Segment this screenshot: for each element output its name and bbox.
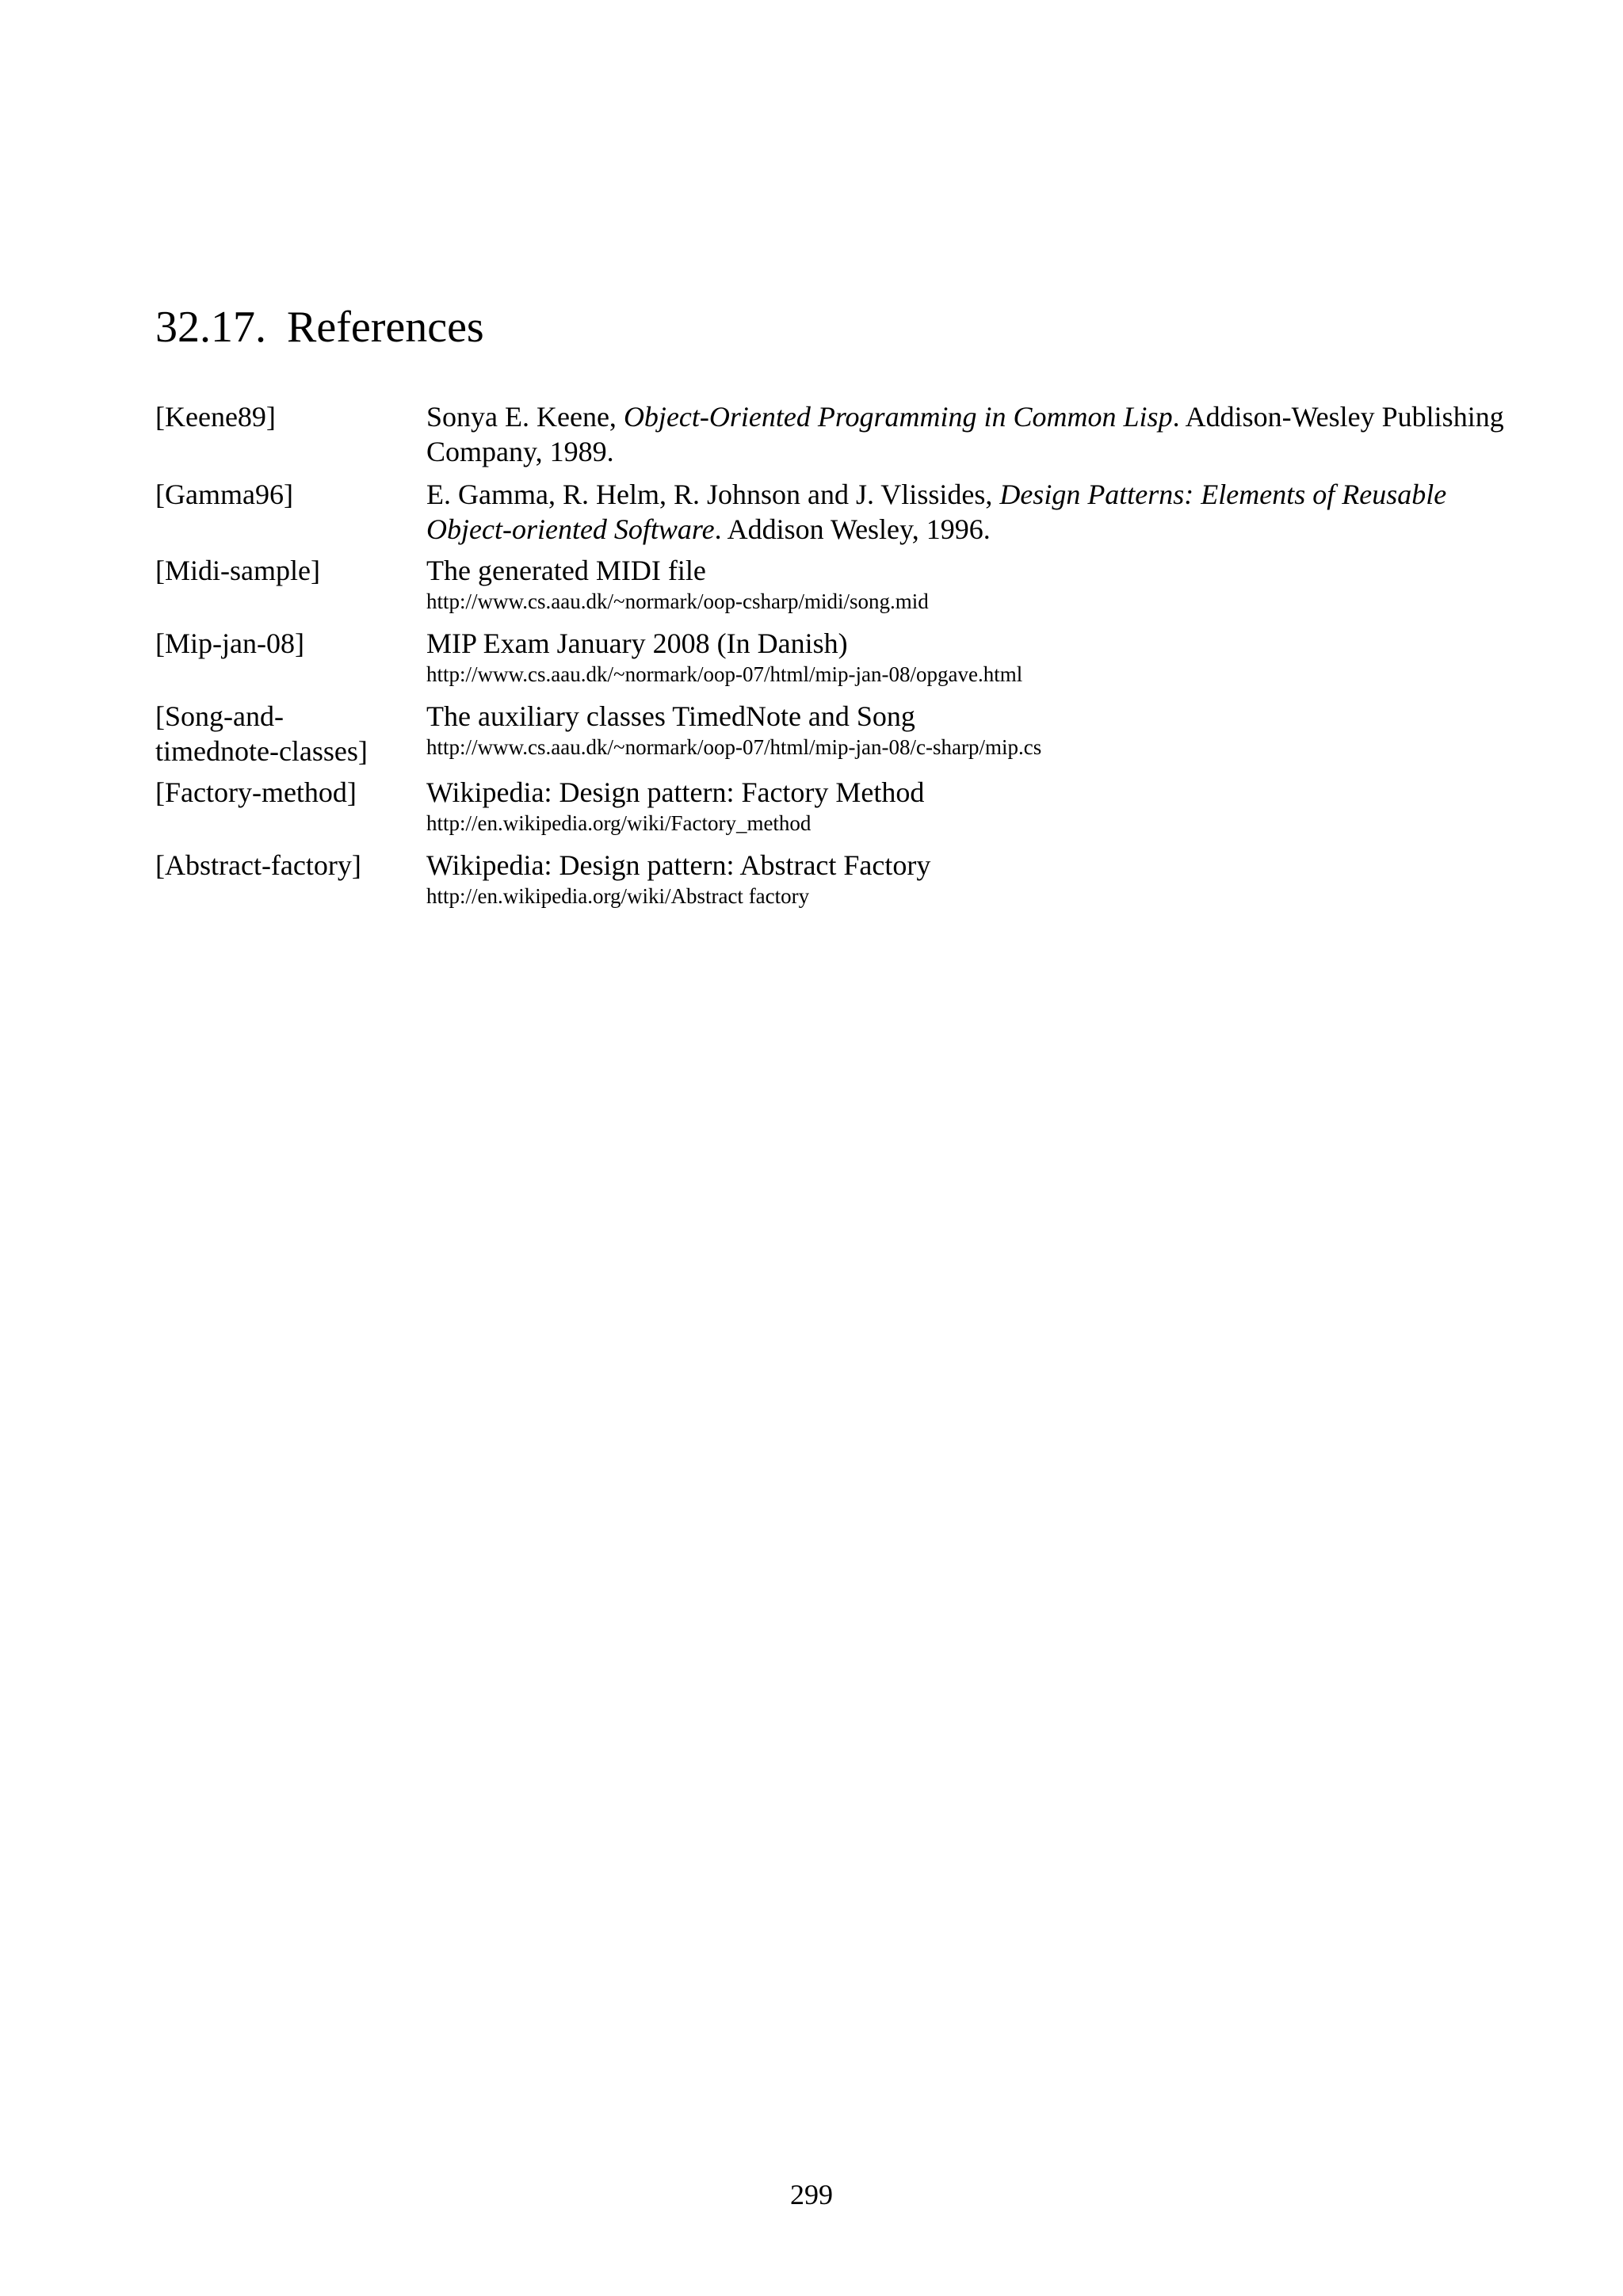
reference-text: MIP Exam January 2008 (In Danish) [426,627,848,659]
reference-citation [426,775,1599,837]
reference-citation [426,399,1599,469]
reference-key: [Abstract-factory] [155,849,361,881]
reference-authors: E. Gamma, R. Helm, R. Johnson and J. Vlissides, [426,479,1000,510]
reference-key-line-1: [Song-and- [155,700,284,732]
page-number: 299 [790,2179,833,2210]
reference-title: Object-Oriented Programming in Common Lisp [623,401,1173,433]
reference-citation [426,626,1599,688]
reference-url[interactable]: http://www.cs.aau.dk/~normark/oop-07/html/mip-jan-08/opgave.html [426,662,1023,686]
reference-text: The generated MIDI file [426,555,706,586]
section-number: 32.17. [155,303,266,352]
reference-key: [Keene89] [155,401,276,433]
reference-title: Design Patterns: Elements of Reusable Object-oriented Software [426,479,1447,545]
reference-authors: Sonya E. Keene, [426,401,624,433]
section-title: References [287,303,484,352]
reference-citation [426,553,1599,615]
reference-text: Wikipedia: Design pattern: Factory Method [426,776,925,808]
reference-url[interactable]: http://en.wikipedia.org/wiki/Factory_method [426,811,812,835]
reference-publisher: . Addison-Wesley Publishing Company, 1989. [426,401,1504,467]
reference-url[interactable]: http://www.cs.aau.dk/~normark/oop-csharp/midi/song.mid [426,589,929,613]
reference-text: Wikipedia: Design pattern: Abstract Factory [426,849,931,881]
reference-key [155,699,417,769]
reference-key: [Gamma96] [155,479,293,510]
reference-key: [Midi-sample] [155,555,320,586]
reference-citation [426,848,1599,910]
reference-url[interactable]: http://www.cs.aau.dk/~normark/oop-07/html/mip-jan-08/c-sharp/mip.cs [426,735,1042,759]
reference-url[interactable]: http://en.wikipedia.org/wiki/Abstract factory [426,884,810,908]
section-heading [155,301,484,354]
reference-publisher: . Addison Wesley, 1996. [714,513,991,545]
reference-key-line-2: timednote-classes] [155,735,368,767]
reference-citation [426,477,1528,547]
reference-citation [426,699,1599,761]
reference-key: [Mip-jan-08] [155,627,304,659]
reference-key: [Factory-method] [155,776,357,808]
reference-text: The auxiliary classes TimedNote and Song [426,700,915,732]
